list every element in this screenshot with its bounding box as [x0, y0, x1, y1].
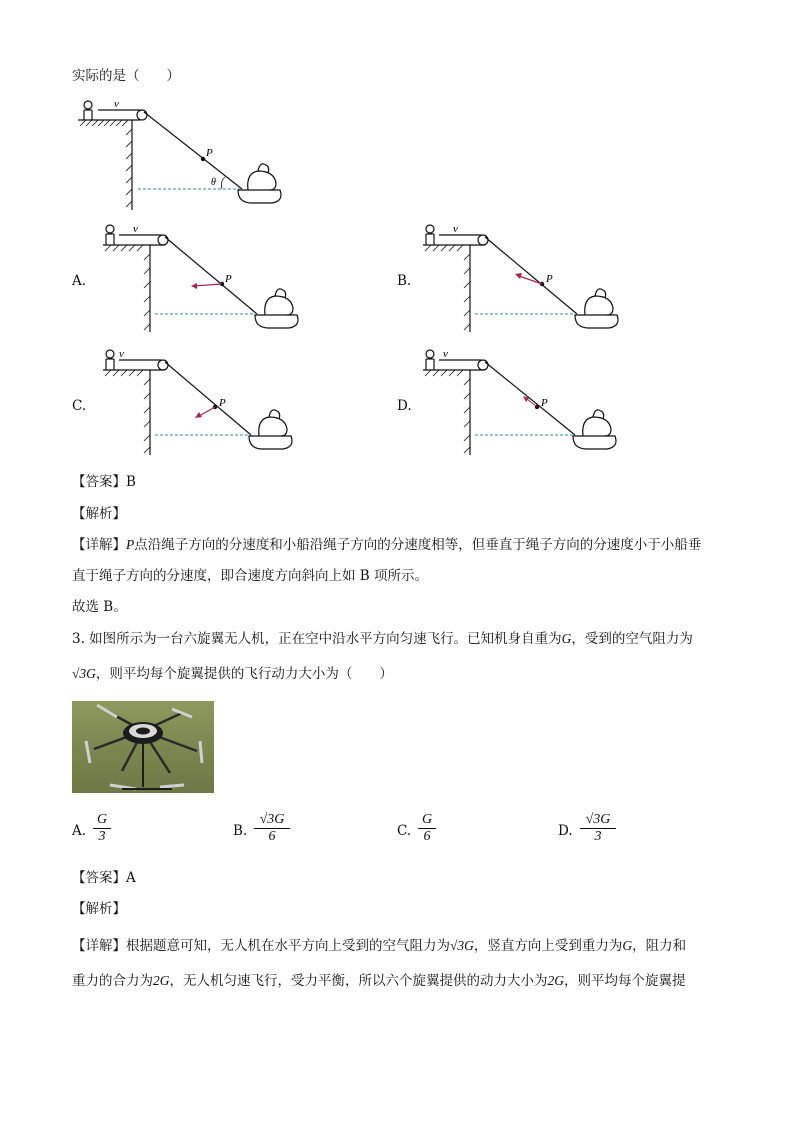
q3-option-d-fraction: $\frac{√3G}{3}$ [580, 812, 616, 845]
point-p-label: P [225, 273, 232, 285]
q3-detail-line-2: 重力的合力为2G，无人机匀速飞行，受力平衡，所以六个旋翼提供的动力大小为2G，则平均每个旋翼提 [72, 973, 686, 989]
point-p-label: P [546, 273, 553, 285]
detail-line-2: 直于绳子方向的分速度，即合速度方向斜向上如 B 项所示。 [72, 568, 429, 584]
point-p-label: P [219, 397, 226, 409]
q3-option-a-fraction: $\frac{G}{3}$ [93, 812, 111, 845]
main-diagram [70, 95, 290, 215]
option-a-label: A. [72, 273, 87, 289]
theta-label: θ [211, 177, 216, 188]
q3-option-c-fraction: $\frac{G}{6}$ [418, 812, 436, 845]
velocity-label: v [453, 223, 458, 235]
question-stem-tail: 实际的是（ ） [72, 68, 180, 84]
q3-stem-line-1: 3. 如图所示为一台六旋翼无人机，正在空中沿水平方向匀速飞行。已知机身自重为G，受到的空气阻力为 [72, 631, 693, 647]
conclusion-line: 故选 B。 [72, 599, 127, 615]
q3-option-d-label: D. [558, 823, 573, 839]
velocity-label: v [114, 98, 119, 110]
drone-photo [72, 701, 214, 793]
point-p-label: P [541, 397, 548, 409]
option-a-diagram [95, 220, 305, 335]
velocity-label: v [119, 348, 124, 360]
option-c-diagram [95, 345, 305, 460]
analysis-title: 【解析】 [72, 506, 126, 522]
q3-stem-line-2: √3G，则平均每个旋翼提供的飞行动力大小为（ ） [72, 666, 393, 682]
q3-detail-line-1: 【详解】根据题意可知，无人机在水平方向上受到的空气阻力为√3G，竖直方向上受到重力为G，阻力和 [72, 938, 687, 954]
option-b-diagram [415, 220, 625, 335]
answer-line: 【答案】B [72, 474, 136, 490]
q3-option-c-label: C. [397, 823, 412, 839]
detail-line-1: 【详解】P点沿绳子方向的分速度和小船沿绳子方向的分速度相等，但垂直于绳子方向的分速度小于小船垂 [72, 537, 702, 553]
option-d-diagram [415, 345, 625, 460]
velocity-label: v [133, 223, 138, 235]
option-b-label: B. [397, 273, 412, 289]
q3-option-a-label: A. [72, 823, 87, 839]
q3-analysis-title: 【解析】 [72, 901, 126, 917]
q3-option-b-fraction: $\frac{√3G}{6}$ [254, 812, 290, 845]
option-d-label: D. [397, 398, 412, 414]
q3-option-b-label: B. [233, 823, 248, 839]
point-p-label: P [206, 147, 213, 159]
q3-answer-line: 【答案】A [72, 870, 136, 886]
velocity-label: v [443, 348, 448, 360]
option-c-label: C. [72, 398, 87, 414]
